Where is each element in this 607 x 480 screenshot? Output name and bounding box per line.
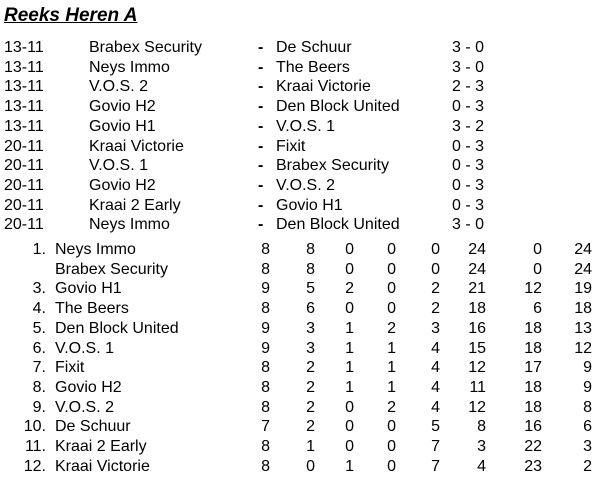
standings-sets-against: 18 — [524, 319, 542, 337]
standings-sets-for: 8 — [477, 418, 486, 436]
standings-team: Fixit — [55, 359, 85, 377]
match-score: 3 - 0 — [452, 216, 485, 234]
match-score: 0 - 3 — [452, 157, 485, 175]
standings-won: 5 — [306, 280, 315, 298]
match-score: 3 - 0 — [452, 58, 485, 76]
page-title: Reeks Heren A — [4, 5, 138, 26]
match-row — [0, 176, 607, 196]
standings-lost-2-3: 0 — [387, 457, 396, 475]
standings-played: 9 — [261, 280, 270, 298]
standings-lost: 5 — [431, 418, 440, 436]
standings-points: 24 — [574, 241, 592, 258]
standings-points: 3 — [583, 438, 592, 455]
standings-rank: 11. — [24, 438, 46, 455]
standings-team: Govio H1 — [55, 280, 122, 298]
standings-rank: 12. — [23, 457, 46, 475]
standings-team: V.O.S. 1 — [55, 339, 114, 357]
standings-rank: 6. — [32, 339, 46, 357]
match-date: 13-11 — [4, 58, 44, 76]
standings-points: 19 — [574, 280, 592, 298]
standings-lost: 4 — [431, 378, 440, 396]
match-date: 13-11 — [4, 39, 44, 56]
match-home-team: Kraai 2 Early — [89, 196, 181, 214]
standings-team: De Schuur — [55, 418, 131, 436]
standings-lost: 4 — [431, 398, 440, 416]
match-home-team: V.O.S. 2 — [89, 78, 148, 96]
standings-sets-against: 17 — [524, 359, 542, 377]
standings-played: 8 — [261, 300, 270, 318]
standings-played: 7 — [261, 418, 270, 436]
standings-row — [0, 457, 607, 477]
match-score: 0 - 3 — [452, 137, 485, 155]
standings-row — [0, 339, 607, 359]
standings-won: 3 — [306, 339, 315, 357]
standings-rank: 8. — [32, 378, 46, 396]
standings-won-3-2: 1 — [345, 339, 354, 357]
match-separator: - — [258, 196, 264, 214]
standings-won-3-2: 0 — [345, 438, 354, 455]
standings-won: 2 — [306, 418, 315, 436]
standings-team: Govio H2 — [55, 378, 122, 396]
match-away-team: Fixit — [276, 137, 306, 155]
standings-row — [0, 378, 607, 398]
standings-won-3-2: 1 — [345, 319, 354, 337]
standings-points: 9 — [583, 378, 592, 396]
standings-rank: 4. — [32, 300, 46, 318]
match-separator: - — [258, 78, 264, 96]
standings-sets-against: 18 — [524, 378, 542, 396]
match-score: 0 - 3 — [452, 196, 485, 214]
match-score: 2 - 3 — [452, 78, 485, 96]
standings-played: 8 — [261, 457, 270, 475]
standings-won: 8 — [306, 241, 315, 258]
standings-played: 8 — [261, 359, 270, 377]
standings-won: 3 — [306, 319, 315, 337]
standings-row — [0, 279, 607, 299]
standings-played: 8 — [261, 241, 270, 258]
standings-lost-2-3: 2 — [387, 319, 396, 337]
standings-sets-against: 6 — [533, 300, 542, 318]
standings-won: 2 — [306, 378, 315, 396]
standings-won-3-2: 0 — [345, 260, 354, 278]
standings-row — [0, 260, 607, 280]
standings-won-3-2: 0 — [345, 418, 354, 436]
standings-points: 2 — [583, 457, 592, 475]
standings-team: Neys Immo — [55, 241, 136, 258]
match-home-team: Neys Immo — [89, 216, 170, 234]
match-row — [0, 117, 607, 137]
standings-rank: 1. — [32, 241, 46, 258]
match-away-team: V.O.S. 1 — [276, 117, 335, 135]
standings-points: 8 — [583, 398, 592, 416]
standings-lost-2-3: 0 — [387, 241, 396, 258]
standings-lost-2-3: 0 — [387, 438, 396, 455]
standings-sets-against: 18 — [524, 339, 542, 357]
standings-lost-2-3: 0 — [387, 300, 396, 318]
match-away-team: Brabex Security — [276, 157, 389, 175]
standings-row — [0, 358, 607, 378]
match-away-team: De Schuur — [276, 39, 352, 56]
match-away-team: Govio H1 — [276, 196, 343, 214]
standings-row — [0, 417, 607, 437]
standings-row — [0, 437, 607, 457]
match-date: 13-11 — [4, 117, 44, 135]
match-score: 0 - 3 — [452, 176, 485, 194]
standings-rank: 9. — [32, 398, 46, 416]
match-date: 20-11 — [4, 196, 44, 214]
standings-lost: 3 — [431, 319, 440, 337]
standings-rank: 3. — [32, 280, 46, 298]
match-row — [0, 38, 607, 58]
standings-lost-2-3: 0 — [387, 260, 396, 278]
standings-sets-for: 18 — [468, 300, 486, 318]
standings-sets-for: 3 — [477, 438, 486, 455]
match-separator: - — [258, 98, 264, 116]
standings-sets-against: 16 — [524, 418, 542, 436]
match-separator: - — [258, 117, 264, 135]
match-home-team: Govio H2 — [89, 98, 156, 116]
standings-sets-for: 16 — [468, 319, 486, 337]
match-row — [0, 77, 607, 97]
standings-won-3-2: 1 — [345, 457, 354, 475]
standings-won-3-2: 0 — [345, 300, 354, 318]
standings-won: 6 — [306, 300, 315, 318]
standings-points: 24 — [574, 260, 592, 278]
standings-sets-for: 21 — [468, 280, 486, 298]
standings-team: Den Block United — [55, 319, 179, 337]
match-separator: - — [258, 137, 264, 155]
standings-won-3-2: 0 — [345, 241, 354, 258]
standings-sets-for: 4 — [477, 457, 486, 475]
standings-sets-for: 12 — [468, 398, 486, 416]
standings-lost: 7 — [431, 457, 440, 475]
standings-won-3-2: 1 — [345, 359, 354, 377]
standings-sets-against: 0 — [533, 260, 542, 278]
match-date: 20-11 — [4, 176, 44, 194]
standings-lost-2-3: 1 — [387, 378, 396, 396]
match-away-team: Kraai Victorie — [276, 78, 371, 96]
standings-rank: 5. — [32, 319, 46, 337]
standings-lost-2-3: 0 — [387, 280, 396, 298]
standings-row — [0, 398, 607, 418]
match-home-team: Govio H1 — [89, 117, 156, 135]
standings-won: 8 — [306, 260, 315, 278]
standings-played: 8 — [261, 398, 270, 416]
match-away-team: Den Block United — [276, 216, 400, 234]
match-date: 20-11 — [4, 157, 44, 175]
standings-team: V.O.S. 2 — [55, 398, 114, 416]
match-row — [0, 156, 607, 176]
standings-team: The Beers — [55, 300, 129, 318]
standings-sets-for: 11 — [469, 378, 486, 396]
standings-sets-for: 15 — [468, 339, 486, 357]
standings-won: 1 — [306, 438, 315, 455]
standings-won-3-2: 1 — [345, 378, 354, 396]
standings-points: 13 — [574, 319, 592, 337]
match-score: 3 - 0 — [452, 39, 485, 56]
standings-sets-against: 12 — [524, 280, 542, 298]
match-row — [0, 196, 607, 216]
standings-team: Brabex Security — [55, 260, 168, 278]
standings-sets-against: 22 — [524, 438, 542, 455]
match-date: 20-11 — [4, 216, 44, 234]
match-date: 20-11 — [4, 137, 44, 155]
standings-played: 8 — [261, 438, 270, 455]
standings-sets-against: 0 — [533, 241, 542, 258]
standings-won: 2 — [306, 398, 315, 416]
match-home-team: Brabex Security — [89, 39, 202, 56]
match-score: 3 - 2 — [452, 117, 485, 135]
standings-lost: 0 — [431, 260, 440, 278]
standings-row — [0, 319, 607, 339]
standings-sets-for: 24 — [468, 241, 486, 258]
standings-won: 0 — [306, 457, 315, 475]
standings-team: Kraai 2 Early — [55, 438, 147, 455]
match-separator: - — [258, 216, 264, 234]
standings-sets-against: 23 — [524, 457, 542, 475]
standings-played: 8 — [261, 260, 270, 278]
match-home-team: V.O.S. 1 — [89, 157, 148, 175]
match-away-team: The Beers — [276, 58, 350, 76]
standings-lost: 4 — [431, 339, 440, 357]
standings-points: 9 — [583, 359, 592, 377]
standings-won-3-2: 2 — [345, 280, 354, 298]
standings-lost-2-3: 0 — [387, 418, 396, 436]
standings-won: 2 — [306, 359, 315, 377]
standings-sets-for: 12 — [468, 359, 486, 377]
match-row — [0, 215, 607, 235]
standings-lost: 4 — [431, 359, 440, 377]
standings-rank: 10. — [23, 418, 46, 436]
standings-points: 6 — [583, 418, 592, 436]
standings-points: 18 — [574, 300, 592, 318]
standings-sets-against: 18 — [524, 398, 542, 416]
standings-played: 8 — [261, 378, 270, 396]
standings-played: 9 — [261, 339, 270, 357]
match-row — [0, 137, 607, 157]
match-separator: - — [258, 58, 264, 76]
match-away-team: Den Block United — [276, 98, 400, 116]
standings-lost-2-3: 1 — [387, 359, 396, 377]
match-home-team: Neys Immo — [89, 58, 170, 76]
standings-sets-for: 24 — [468, 260, 486, 278]
match-home-team: Govio H2 — [89, 176, 156, 194]
standings-rank: 7. — [32, 359, 46, 377]
standings-row — [0, 240, 607, 260]
match-separator: - — [258, 39, 264, 56]
match-separator: - — [258, 176, 264, 194]
match-away-team: V.O.S. 2 — [276, 176, 335, 194]
standings-points: 12 — [574, 339, 592, 357]
standings-played: 9 — [261, 319, 270, 337]
standings-lost-2-3: 1 — [387, 339, 396, 357]
standings-won-3-2: 0 — [345, 398, 354, 416]
match-row — [0, 97, 607, 117]
standings-lost-2-3: 2 — [387, 398, 396, 416]
standings-lost: 0 — [431, 241, 440, 258]
standings-team: Kraai Victorie — [55, 457, 150, 475]
standings-row — [0, 299, 607, 319]
match-home-team: Kraai Victorie — [89, 137, 184, 155]
standings-lost: 2 — [431, 280, 440, 298]
match-score: 0 - 3 — [452, 98, 485, 116]
standings-lost: 2 — [431, 300, 440, 318]
match-row — [0, 58, 607, 78]
match-date: 13-11 — [4, 78, 44, 96]
match-date: 13-11 — [4, 98, 44, 116]
standings-lost: 7 — [431, 438, 440, 455]
match-separator: - — [258, 157, 264, 175]
